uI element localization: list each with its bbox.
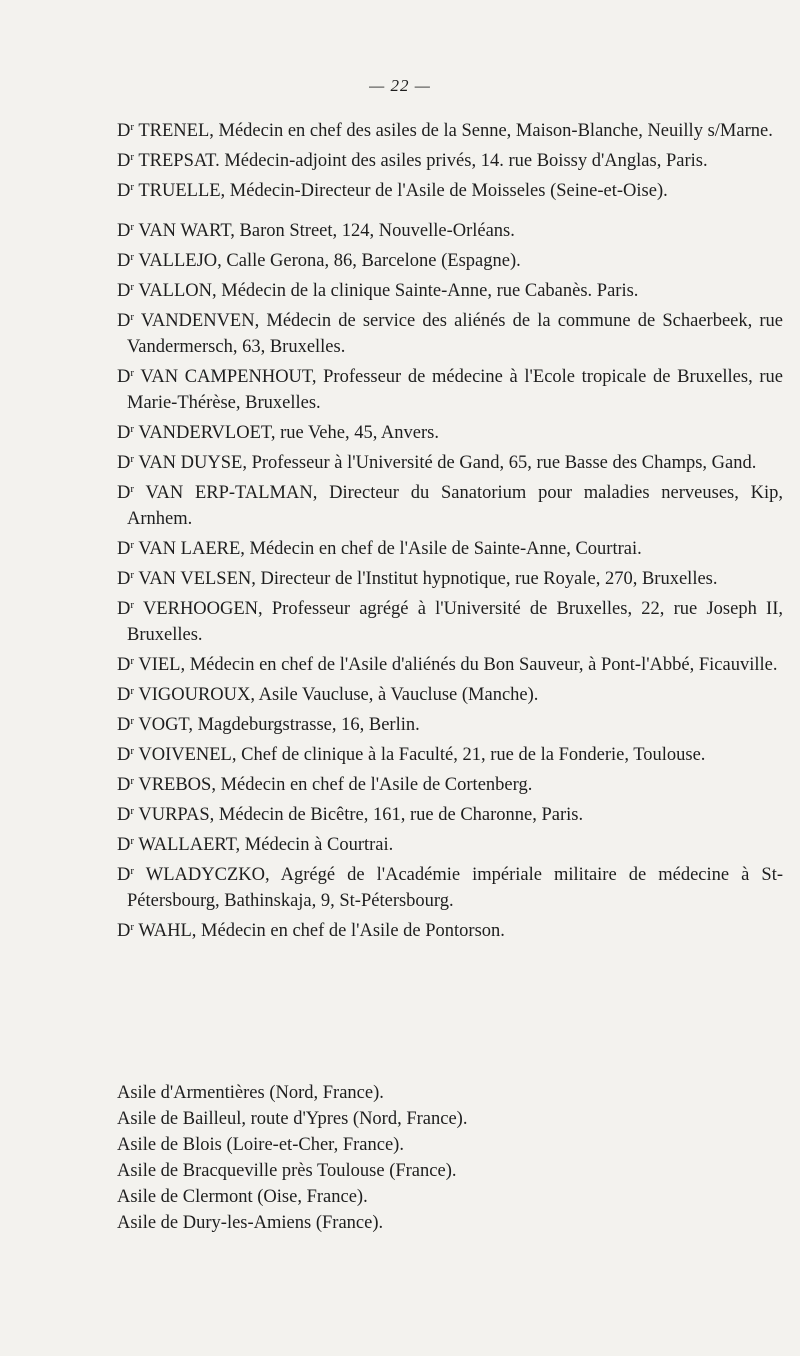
honorific-title: $D^r$ <box>117 569 135 589</box>
member-entry <box>117 798 783 828</box>
member-details: , Directeur du Sanatorium pour maladies nerveuses, Kip, Arnhem. <box>127 483 784 529</box>
asylum-entry: Asile de Blois (Loire-et-Cher, France). <box>117 1135 404 1155</box>
member-details: , Professeur de médecine à l'Ecole tropicale de Bruxelles, rue Marie-Thérèse, Bruxelles. <box>127 367 783 413</box>
member-name: VERHOOGEN <box>142 599 259 619</box>
member-details: , Professeur à l'Université de Gand, 65, rue Basse des Champs, Gand. <box>242 453 757 473</box>
member-details: , Asile Vaucluse, à Vaucluse (Manche). <box>250 685 539 705</box>
member-name: VALLEJO <box>138 251 218 271</box>
member-name: VOGT <box>138 715 189 735</box>
member-name: WLADYCZKO <box>145 865 265 885</box>
honorific-title: $D^r$ <box>117 655 135 675</box>
member-entry <box>117 174 783 204</box>
member-entry <box>117 446 783 476</box>
member-name: VANDERVLOET <box>138 423 271 443</box>
honorific-title: $D^r$ <box>117 599 135 619</box>
member-name: VAN ERP-TALMAN <box>145 483 313 503</box>
honorific-title: $D^r$ <box>117 453 135 473</box>
member-entry <box>117 708 783 738</box>
member-entry <box>117 304 783 360</box>
member-name: TREPSAT <box>138 151 216 171</box>
member-details: , Professeur agrégé à l'Université de Bruxelles, 22, rue Joseph II, Bruxelles. <box>127 599 783 645</box>
member-details: , Médecin en chef des asiles de la Senne, Maison-Blanche, Neuilly s/Marne. <box>209 121 773 141</box>
member-entry <box>117 360 783 416</box>
member-details: , Magdeburgstrasse, 16, Berlin. <box>188 715 420 735</box>
member-details: , Médecin en chef de l'Asile d'aliénés du Bon Sauveur, à Pont-l'Abbé, Ficauville. <box>180 655 778 675</box>
member-name: WAHL <box>138 921 192 941</box>
member-entry <box>117 532 783 562</box>
asylum-entry: Asile d'Armentières (Nord, France). <box>117 1083 384 1103</box>
member-entry <box>117 914 783 944</box>
member-details: , Médecin de service des aliénés de la commune de Schaerbeek, rue Vandermersch, 63, Bruxelles. <box>127 311 783 357</box>
honorific-title: $D^r$ <box>117 251 135 271</box>
asylum-entry: Asile de Clermont (Oise, France). <box>117 1187 368 1207</box>
member-details: , Médecin-Directeur de l'Asile de Moisseles (Seine-et-Oise). <box>220 181 668 201</box>
asylum-list <box>117 1080 783 1236</box>
honorific-title: $D^r$ <box>117 685 135 705</box>
honorific-title: $D^r$ <box>117 745 135 765</box>
honorific-title: $D^r$ <box>117 805 135 825</box>
member-entry <box>117 678 783 708</box>
member-name: VALLON <box>138 281 213 301</box>
member-details: , Médecin à Courtrai. <box>235 835 394 855</box>
honorific-title: $D^r$ <box>117 483 135 503</box>
honorific-title: $D^r$ <box>117 367 135 387</box>
honorific-title: $D^r$ <box>117 281 135 301</box>
member-entry <box>117 214 783 244</box>
member-details: , Chef de clinique à la Faculté, 21, rue de la Fonderie, Toulouse. <box>231 745 706 765</box>
member-name: VAN CAMPENHOUT <box>140 367 312 387</box>
member-entry <box>117 114 783 144</box>
member-details: , rue Vehe, 45, Anvers. <box>270 423 439 443</box>
member-list <box>117 114 783 944</box>
member-entry <box>117 828 783 858</box>
honorific-title: $D^r$ <box>117 539 135 559</box>
member-details: , Médecin de la clinique Sainte-Anne, rue Cabanès. Paris. <box>212 281 639 301</box>
honorific-title: $D^r$ <box>117 715 135 735</box>
honorific-title: $D^r$ <box>117 921 135 941</box>
honorific-title: $D^r$ <box>117 865 135 885</box>
member-details: , Directeur de l'Institut hypnotique, rue Royale, 270, Bruxelles. <box>251 569 718 589</box>
asylum-entry: Asile de Bracqueville près Toulouse (France). <box>117 1161 457 1181</box>
page-number: — 22 — <box>369 76 431 95</box>
member-details: , Médecin de Bicêtre, 161, rue de Charonne, Paris. <box>209 805 584 825</box>
honorific-title: $D^r$ <box>117 151 135 171</box>
member-name: VIGOUROUX <box>138 685 251 705</box>
member-details: , Médecin en chef de l'Asile de Sainte-Anne, Courtrai. <box>240 539 642 559</box>
member-details: , Médecin en chef de l'Asile de Cortenberg. <box>211 775 533 795</box>
member-entry <box>117 562 783 592</box>
honorific-title: $D^r$ <box>117 835 135 855</box>
honorific-title: $D^r$ <box>117 423 135 443</box>
member-name: TRUELLE <box>138 181 221 201</box>
member-name: VAN WART <box>138 221 231 241</box>
member-entry <box>117 858 783 914</box>
member-entry <box>117 476 783 532</box>
member-entry <box>117 416 783 446</box>
member-entry <box>117 274 783 304</box>
honorific-title: $D^r$ <box>117 121 135 141</box>
member-entry <box>117 244 783 274</box>
member-entry <box>117 592 783 648</box>
member-entry <box>117 738 783 768</box>
member-entry <box>117 648 783 678</box>
honorific-title: $D^r$ <box>117 221 135 241</box>
member-entry <box>117 144 783 174</box>
member-name: VAN VELSEN <box>138 569 252 589</box>
member-name: VANDENVEN <box>140 311 255 331</box>
member-name: VREBOS <box>138 775 212 795</box>
member-details: , Calle Gerona, 86, Barcelone (Espagne). <box>217 251 521 271</box>
asylum-entry: Asile de Bailleul, route d'Ypres (Nord, France). <box>117 1109 468 1129</box>
honorific-title: $D^r$ <box>117 181 135 201</box>
member-name: VOIVENEL <box>138 745 232 765</box>
member-details: , Agrégé de l'Académie impériale militaire de médecine à St-Pétersbourg, Bathinskaja, 9, St-Pétersbourg. <box>127 865 783 911</box>
member-name: VAN LAERE <box>138 539 241 559</box>
member-name: VURPAS <box>138 805 210 825</box>
member-entry <box>117 768 783 798</box>
member-name: VIEL <box>138 655 181 675</box>
member-name: VAN DUYSE <box>138 453 243 473</box>
member-name: WALLAERT <box>138 835 236 855</box>
member-name: TRENEL <box>138 121 210 141</box>
asylum-entry: Asile de Dury-les-Amiens (France). <box>117 1213 384 1233</box>
member-details: , Médecin en chef de l'Asile de Pontorson. <box>191 921 505 941</box>
member-details: , Baron Street, 124, Nouvelle-Orléans. <box>230 221 515 241</box>
member-details: . Médecin-adjoint des asiles privés, 14. rue Boissy d'Anglas, Paris. <box>215 151 708 171</box>
honorific-title: $D^r$ <box>117 775 135 795</box>
honorific-title: $D^r$ <box>117 311 135 331</box>
